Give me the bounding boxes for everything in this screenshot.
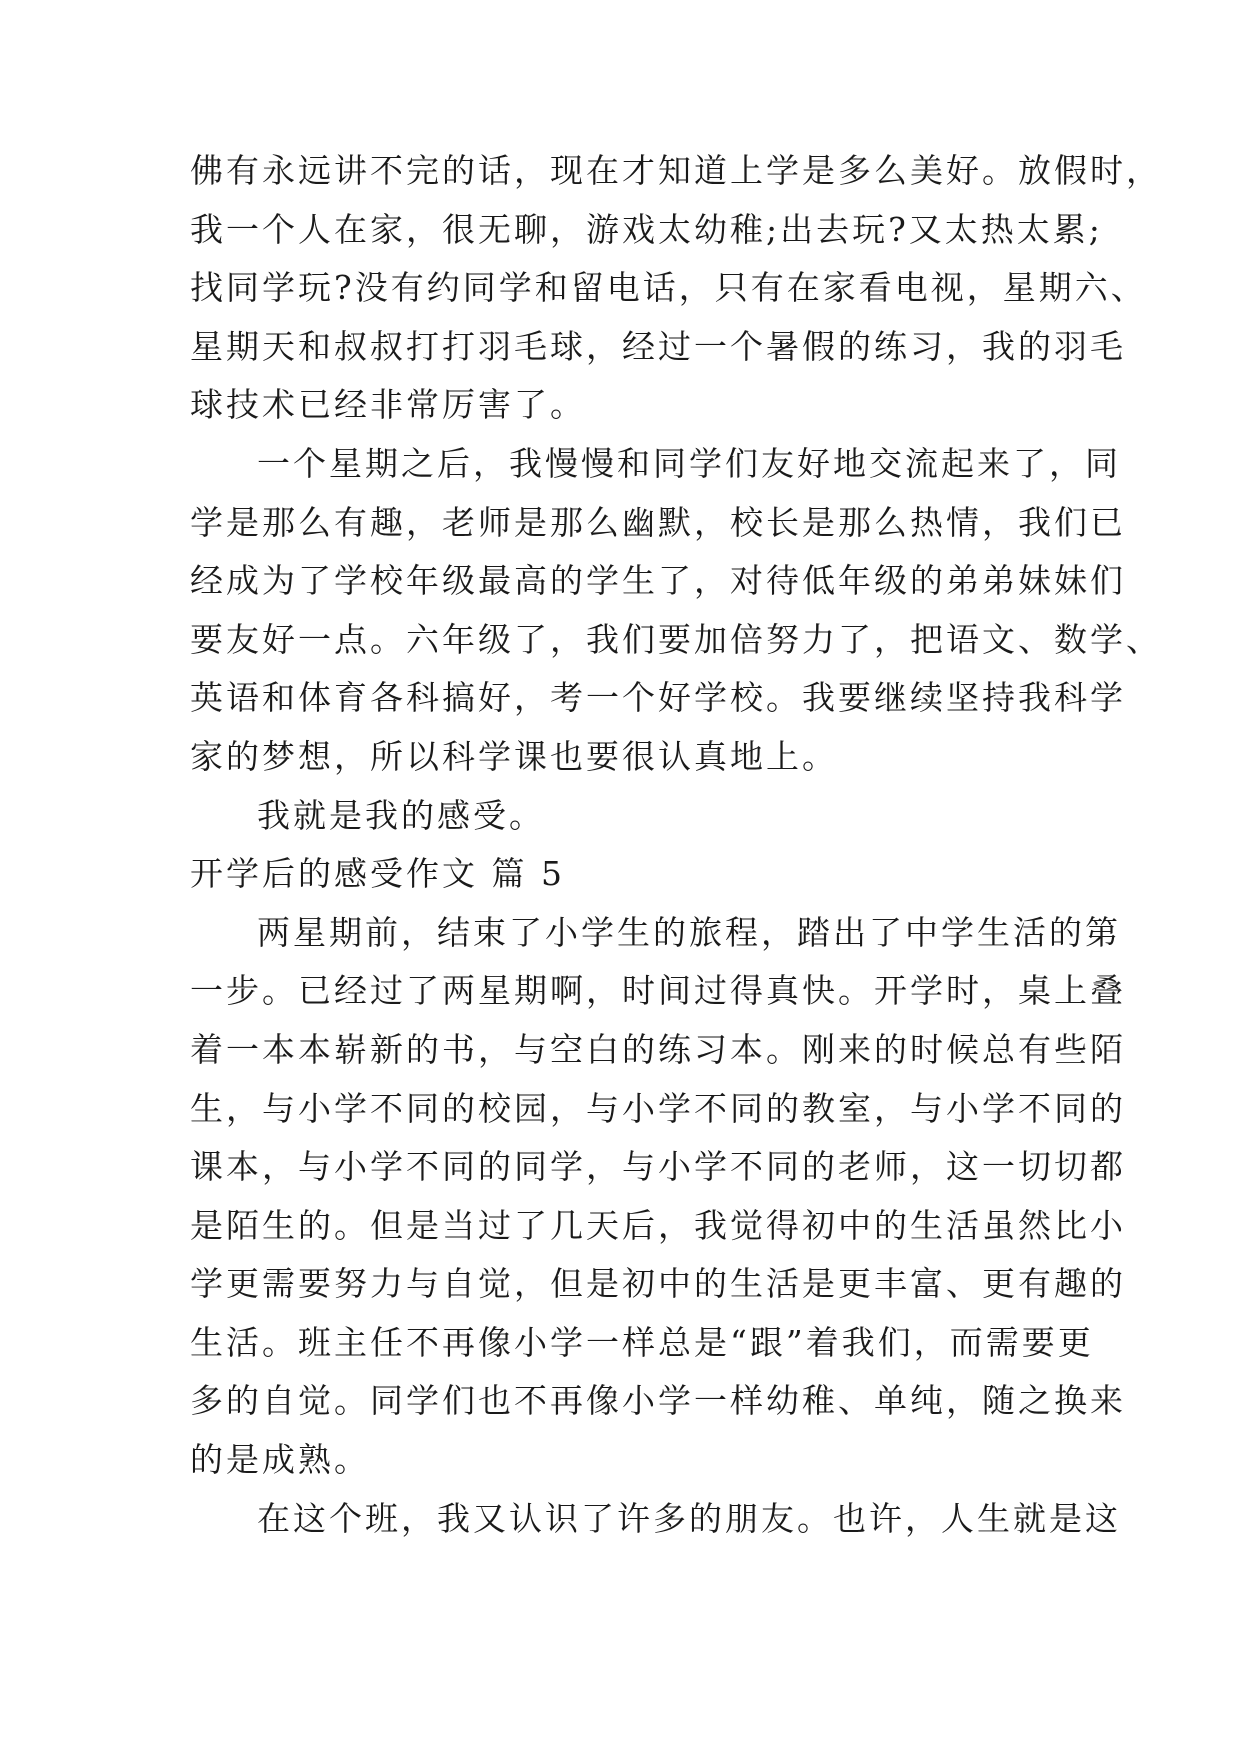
text-line: 英语和体育各科搞好，考一个好学校。我要继续坚持我科学 [190, 678, 1126, 718]
text-line: 在这个班，我又认识了许多的朋友。也许，人生就是这 [257, 1498, 1121, 1538]
text-line: 球技术已经非常厉害了。 [190, 385, 586, 425]
paragraph-4 [190, 904, 1126, 1490]
section-heading: 开学后的感受作文 篇 5 [190, 854, 565, 894]
text-line: 生活。班主任不再像小学一样总是“跟”着我们，而需要更 [190, 1322, 1094, 1362]
text-line: 佛有永远讲不完的话，现在才知道上学是多么美好。放假时， [190, 151, 1162, 190]
text-line: 是陌生的。但是当过了几天后，我觉得初中的生活虽然比小 [190, 1205, 1126, 1245]
text-line: 的是成熟。 [190, 1440, 370, 1480]
text-line: 课本，与小学不同的同学，与小学不同的老师，这一切切都 [190, 1147, 1126, 1187]
paragraph-2 [190, 435, 1162, 787]
text-line: 学更需要努力与自觉，但是初中的生活是更丰富、更有趣的 [190, 1264, 1126, 1304]
text-line: 找同学玩?没有约同学和留电话，只有在家看电视，星期六、 [190, 268, 1147, 308]
text-line: 学是那么有趣，老师是那么幽默，校长是那么热情，我们已 [190, 502, 1126, 542]
text-line: 一步。已经过了两星期啊，时间过得真快。开学时，桌上叠 [190, 971, 1126, 1011]
text-line: 星期天和叔叔打打羽毛球，经过一个暑假的练习，我的羽毛 [190, 326, 1126, 366]
text-line: 一个星期之后，我慢慢和同学们友好地交流起来了，同 [257, 443, 1121, 483]
text-line: 经成为了学校年级最高的学生了，对待低年级的弟弟妹妹们 [190, 561, 1126, 601]
text-line: 我一个人在家，很无聊，游戏太幼稚;出去玩?又太热太累; [190, 209, 1103, 249]
text-line: 两星期前，结束了小学生的旅程，踏出了中学生活的第 [257, 912, 1121, 952]
paragraph-1 [190, 142, 1162, 435]
paragraph-5 [190, 1490, 1121, 1549]
paragraph-3 [190, 787, 1090, 846]
text-line: 家的梦想，所以科学课也要很认真地上。 [190, 736, 838, 776]
text-line: 我就是我的感受。 [257, 795, 545, 835]
text-line: 生，与小学不同的校园，与小学不同的教室，与小学不同的 [190, 1088, 1126, 1128]
text-line: 要友好一点。六年级了，我们要加倍努力了，把语文、数学、 [190, 619, 1162, 659]
text-line: 多的自觉。同学们也不再像小学一样幼稚、单纯，随之换来 [190, 1381, 1126, 1421]
text-line: 着一本本崭新的书，与空白的练习本。刚来的时候总有些陌 [190, 1029, 1126, 1069]
document-body [190, 142, 1162, 1548]
